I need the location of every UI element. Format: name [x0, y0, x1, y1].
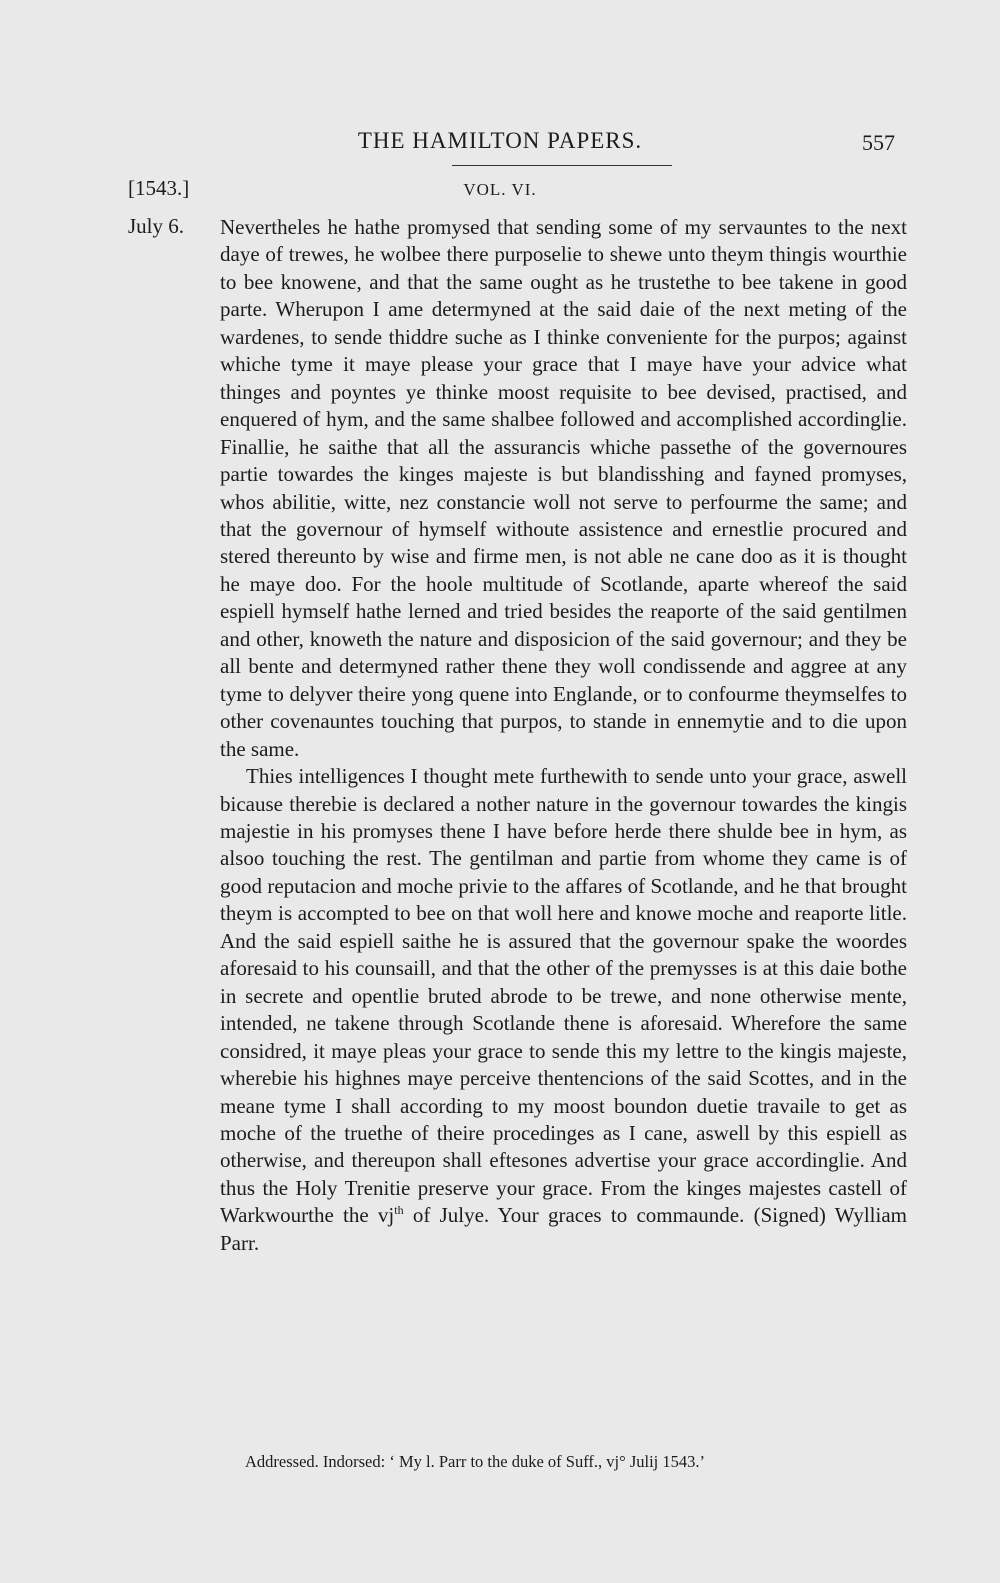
closing-signature: Your graces to commaunde. (Signed) Wylliam Parr.	[220, 1203, 907, 1255]
running-title: THE HAMILTON PAPERS.	[357, 128, 643, 153]
year-marker: [1543.]	[128, 176, 190, 200]
endorsement-note: Addressed. Indorsed: ‘ My l. Parr to the duke of Suff., vj° Julij 1543.’	[245, 1452, 705, 1471]
paragraph-1: Nevertheles he hathe promysed that sending some of my servauntes to the next daye of trewes, he wolbee there purposelie to shewe unto theym thingis wourthie to bee knowene, and that the same ought as he trustethe to bee takene in good parte. Wherupon I ame determyned at the said daie of the next meting of the wardenes, to sende thiddre suche as I thinke conveniente for the purpos; against whiche tyme it maye please your grace that I maye have your advice what thinges and poyntes ye thinke moost requisite to bee devised, practised, and enquered of hym, and the same shalbee followed and accomplished accordinglie. Finallie, he saithe that all the assurancis whiche passethe of the governoures partie towardes the kinges majeste is but blandisshing and fayned promyses, whos abilitie, witte, nez constancie woll not serve to perfourme the same; and that the governour of hymself withoute assistence and ernestlie procured and stered thereunto by wise and firme men, is not able ne cane doo as it is thought he maye doo. For the hoole multitude of Scotlande, aparte whereof the said espiell hymself hathe lerned and tried besides the reaporte of the said gentilmen and other, knoweth the nature and disposicion of the said governour; and they be all bente and determyned rather thene they woll condissende and aggree at any tyme to delyver theire yong quene into Englande, or to confourme theymselfes to other covenauntes touching that purpos, to stande in ennemytie and to die upon the same.	[220, 215, 907, 761]
header-rule	[452, 165, 672, 166]
margin-date: July 6.	[128, 214, 185, 238]
paragraph-2-text: Thies intelligences I thought mete furthewith to sende unto your grace, aswell bicause therebie is declared a nother nature in the governour towardes the kingis majestie in his promyses thene I have before herde there shulde bee in hym, as alsoo touching the rest. The gentilman and partie from whome they came is of good reputacion and moche privie to the affares of Scotlande, and he that brought theym is accompted to bee on that woll here and knowe moche and reaporte litle. And the said espiell saithe he is assured that the governour spake the woordes aforesaid to his counsaill, and that the other of the premysses is at this daie bothe in secrete and opentlie bruted abrode to be trewe, and none otherwise mente, intended, ne takene through Scotlande thene is aforesaid. Wherefore the same considred, it maye pleas your grace to sende this my lettre to the kingis majeste, wherebie his highnes maye perceive thentencions of the said Scottes, and in the meane tyme I shall according to my moost boundon duetie travaile to get as moche of the truethe of theire procedinges as I cane, aswell by this espiell as otherwise, and thereupon shall eftesones advertise your grace accordinglie. And thus the Holy Trenitie preserve your grace. From the kinges majestes castell of Warkwourthe the vj	[220, 764, 907, 1228]
closing-tail: of Julye.	[403, 1203, 490, 1228]
letter-body	[220, 214, 907, 1257]
date-superscript: th	[394, 1203, 404, 1218]
page-number: 557	[862, 130, 895, 155]
paragraph-2	[220, 763, 907, 1257]
volume-label: VOL. VI.	[463, 180, 537, 199]
